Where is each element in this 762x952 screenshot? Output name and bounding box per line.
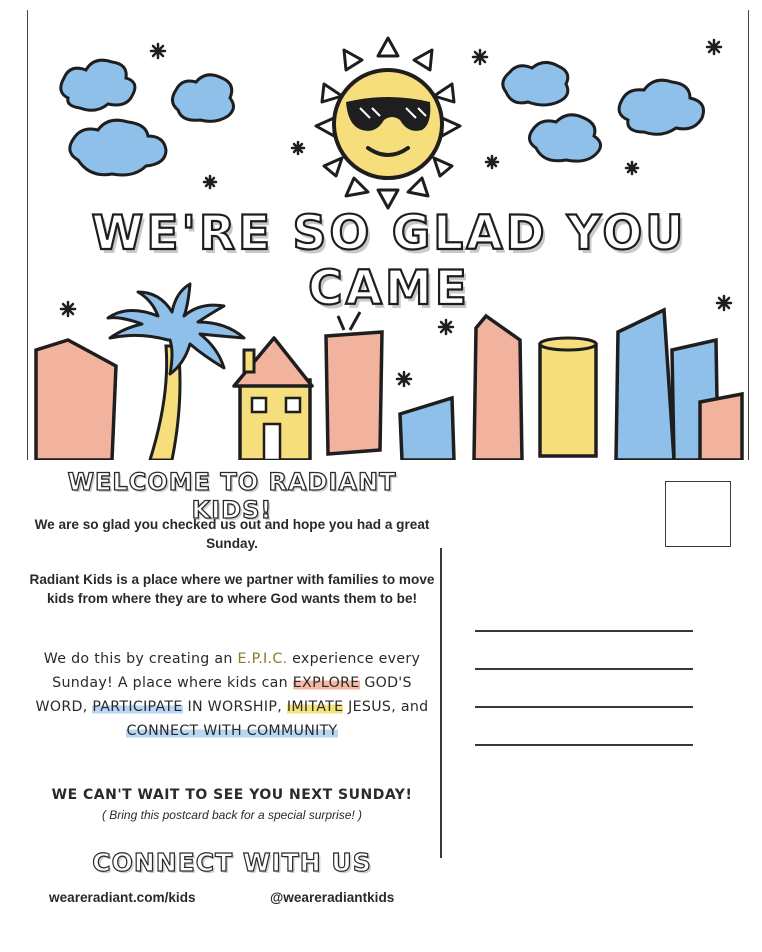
imitate-highlight: IMITATE: [286, 699, 344, 715]
building-icon: [36, 340, 116, 460]
building-icon: [700, 394, 742, 460]
epic-text: IN WORSHIP,: [182, 699, 287, 715]
epic-highlight: E.P.I.C.: [237, 651, 288, 667]
building-icon: [474, 316, 522, 460]
postcard-back: [27, 460, 749, 940]
closing-line: WE CAN'T WAIT TO SEE YOU NEXT SUNDAY!: [51, 787, 413, 803]
front-title: WE'RE SO GLAD YOU CAME: [91, 206, 687, 316]
postcard-front: [27, 10, 749, 460]
address-line: [475, 706, 693, 708]
cloud-icon: [503, 62, 568, 105]
cloud-icon: [529, 115, 600, 161]
building-icon: [400, 398, 454, 460]
welcome-heading: WELCOME TO RADIANT KIDS!: [67, 468, 397, 524]
connect-highlight: CONNECT WITH COMMUNITY: [126, 723, 338, 739]
cloud-icon: [70, 120, 166, 175]
address-line: [475, 630, 693, 632]
epic-text: JESUS, and: [343, 699, 429, 715]
cloud-icon: [61, 60, 135, 110]
website-link: weareradiant.com/kids: [49, 890, 196, 905]
sun-icon: [316, 38, 460, 208]
building-icon: [326, 312, 382, 454]
social-handle: @weareradiantkids: [270, 890, 395, 905]
stamp-box: [665, 481, 731, 547]
explore-highlight: EXPLORE: [292, 675, 360, 691]
building-icon: [540, 338, 596, 456]
intro-paragraph: We are so glad you checked us out and hope you had a great Sunday.: [34, 517, 430, 551]
cloud-icon: [619, 80, 703, 134]
epic-text: experience every Sunday! A place where kids can: [52, 651, 421, 691]
participate-highlight: PARTICIPATE: [92, 699, 183, 715]
center-divider: [440, 548, 442, 858]
building-icon: [616, 310, 674, 460]
surprise-note: ( Bring this postcard back for a special surprise! ): [101, 808, 363, 822]
epic-text: We do this by creating an: [43, 651, 238, 667]
address-line: [475, 668, 693, 670]
cloud-icon: [172, 75, 233, 122]
address-line: [475, 744, 693, 746]
house-icon: [234, 338, 312, 460]
epic-paragraph: [27, 647, 437, 743]
epic-text: GOD'S WORD,: [35, 675, 412, 715]
mission-paragraph: Radiant Kids is a place where we partner with families to move kids from where they are to where God wants them to be!: [29, 572, 435, 606]
connect-heading: CONNECT WITH US: [92, 848, 372, 877]
